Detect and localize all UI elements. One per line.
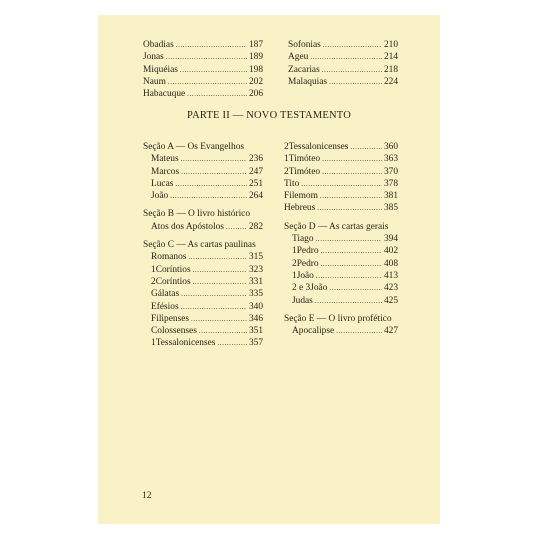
dot-leader — [322, 153, 382, 165]
toc-entry-page: 218 — [383, 64, 398, 75]
ot-right-column — [288, 39, 398, 88]
toc-entry-page: 251 — [248, 178, 263, 189]
toc-entry-page: 360 — [383, 142, 398, 152]
toc-entry-page: 198 — [248, 64, 263, 75]
toc-entry-page: 423 — [383, 283, 398, 294]
section-c-heading: Seção C — As cartas paulinas — [143, 240, 256, 251]
dot-leader — [316, 270, 382, 282]
toc-entry-title: 2Coríntios — [151, 276, 191, 287]
toc-entry-page: 346 — [248, 313, 263, 324]
toc-entry — [143, 325, 263, 337]
toc-entry-title: Zacarias — [288, 64, 320, 75]
toc-entry-title: 1Pedro — [292, 246, 319, 257]
toc-entry-page: 214 — [383, 52, 398, 63]
dot-leader — [321, 245, 382, 257]
toc-entry-page: 224 — [383, 76, 398, 87]
toc-entry-title: Mateus — [151, 154, 179, 165]
toc-entry-title: Habacuque — [143, 89, 186, 100]
toc-entry-title: Judas — [292, 295, 313, 306]
toc-entry-page: 370 — [383, 166, 398, 177]
dot-leader — [175, 178, 247, 190]
nt-right-column — [284, 141, 398, 337]
toc-entry-title: Colossenses — [151, 326, 197, 337]
toc-entry — [288, 39, 398, 51]
dot-leader — [191, 313, 247, 325]
dot-leader — [315, 295, 382, 307]
toc-entry — [143, 166, 263, 178]
dot-leader — [181, 153, 247, 165]
toc-entry-title: Jonas — [143, 52, 164, 63]
toc-entry-title: Filemom — [284, 191, 318, 202]
toc-entry — [284, 282, 398, 294]
dot-leader — [166, 51, 247, 63]
section-e-heading: Seção E — O livro profético — [284, 313, 392, 324]
toc-entry — [284, 270, 398, 282]
dot-leader — [193, 264, 247, 276]
section-a-list — [143, 153, 263, 202]
page-number: 12 — [142, 491, 152, 501]
ot-left-column — [143, 39, 263, 100]
toc-entry-page: 402 — [383, 246, 398, 257]
toc-entry-title: Naum — [143, 76, 166, 87]
toc-entry-page: 264 — [248, 191, 263, 202]
toc-entry-title: Ageu — [288, 52, 309, 63]
toc-entry-page: 335 — [248, 289, 263, 300]
toc-entry — [288, 64, 398, 76]
section-e-list — [284, 325, 398, 337]
toc-entry-page: 247 — [248, 166, 263, 177]
toc-entry-page: 385 — [383, 203, 398, 214]
toc-entry-title: Miquéias — [143, 64, 178, 75]
toc-entry-page: 427 — [383, 326, 398, 337]
toc-entry-title: Filipenses — [151, 313, 190, 324]
dot-leader — [321, 258, 382, 270]
toc-entry — [288, 51, 398, 63]
dot-leader — [301, 178, 382, 190]
dot-leader — [180, 64, 247, 76]
toc-entry — [143, 178, 263, 190]
toc-entry — [284, 258, 398, 270]
toc-entry-page: 236 — [248, 154, 263, 165]
section-d-list — [284, 233, 398, 307]
toc-entry-page: 340 — [248, 301, 263, 312]
toc-entry-page: 210 — [383, 40, 398, 50]
toc-entry-title: 1Tessalonicenses — [151, 338, 216, 349]
toc-entry-page: 363 — [383, 154, 398, 165]
toc-entry-page: 394 — [383, 234, 398, 245]
toc-entry — [284, 190, 398, 202]
dot-leader — [181, 166, 247, 178]
toc-entry — [284, 325, 398, 337]
section-c-continued-list — [284, 141, 398, 215]
toc-entry — [143, 276, 263, 288]
toc-entry-page: 357 — [248, 338, 263, 349]
dot-leader — [322, 64, 382, 76]
toc-entry-page: 189 — [248, 52, 263, 63]
toc-entry — [143, 313, 263, 325]
dot-leader — [323, 39, 382, 51]
toc-entry — [143, 251, 263, 263]
toc-entry-title: 1Coríntios — [151, 264, 191, 275]
toc-entry-title: Hebreus — [284, 203, 316, 214]
toc-entry — [284, 141, 398, 153]
dot-leader — [322, 166, 382, 178]
toc-entry — [143, 64, 263, 76]
toc-entry-title: Marcos — [151, 166, 180, 177]
dot-leader — [187, 88, 247, 100]
dot-leader — [199, 325, 247, 337]
toc-entry-page: 425 — [383, 295, 398, 306]
dot-leader — [217, 337, 247, 349]
toc-entry-title: Obadias — [143, 40, 174, 50]
dot-leader — [168, 76, 247, 88]
toc-entry — [143, 301, 263, 313]
toc-entry — [143, 51, 263, 63]
toc-entry-page: 202 — [248, 76, 263, 87]
section-b-heading: Seção B — O livro histórico — [143, 209, 251, 220]
dot-leader — [176, 39, 247, 51]
toc-entry-title: Romanos — [151, 252, 187, 263]
toc-entry-title: Tito — [284, 178, 300, 189]
dot-leader — [317, 202, 382, 214]
toc-entry — [284, 202, 398, 214]
toc-entry-page: 323 — [248, 264, 263, 275]
toc-entry — [284, 233, 398, 245]
toc-entry-title: 2 e 3João — [292, 283, 328, 294]
toc-entry-page: 282 — [248, 221, 263, 232]
toc-entry — [288, 76, 398, 88]
dot-leader — [316, 233, 382, 245]
dot-leader — [310, 51, 382, 63]
toc-entry — [284, 295, 398, 307]
toc-entry-title: Sofonias — [288, 40, 321, 50]
toc-entry-page: 331 — [248, 276, 263, 287]
dot-leader — [170, 190, 247, 202]
toc-entry-page: 381 — [383, 191, 398, 202]
dot-leader — [320, 190, 382, 202]
section-a-heading: Seção A — Os Evangelhos — [143, 142, 245, 152]
toc-entry-title: Malaquias — [288, 76, 328, 87]
section-d-heading: Seção D — As cartas gerais — [284, 221, 389, 232]
book-page — [98, 15, 440, 524]
toc-entry — [143, 221, 263, 233]
toc-entry — [143, 88, 263, 100]
toc-entry-title: 2Pedro — [292, 258, 319, 269]
dot-leader — [181, 288, 247, 300]
toc-entry-title: João — [151, 191, 169, 202]
toc-entry — [143, 190, 263, 202]
toc-entry-page: 378 — [383, 178, 398, 189]
part-title: PARTE II — NOVO TESTAMENTO — [187, 110, 351, 121]
toc-entry — [284, 153, 398, 165]
dot-leader — [226, 221, 247, 233]
section-c-list — [143, 251, 263, 349]
nt-left-column — [143, 141, 263, 350]
dot-leader — [329, 76, 382, 88]
toc-entry — [143, 288, 263, 300]
toc-entry-page: 187 — [248, 40, 263, 50]
dot-leader — [329, 282, 382, 294]
toc-entry-title: 2Timóteo — [284, 166, 321, 177]
toc-entry-page: 315 — [248, 252, 263, 263]
toc-entry — [143, 264, 263, 276]
toc-entry — [143, 76, 263, 88]
toc-entry-page: 351 — [248, 326, 263, 337]
toc-entry-title: Tiago — [292, 234, 314, 245]
dot-leader — [181, 301, 247, 313]
toc-entry-title: Efésios — [151, 301, 179, 312]
toc-entry — [143, 39, 263, 51]
dot-leader — [350, 141, 382, 153]
toc-entry-title: Apocalipse — [292, 326, 335, 337]
dot-leader — [188, 251, 247, 263]
toc-entry — [284, 245, 398, 257]
toc-entry — [143, 337, 263, 349]
toc-entry-title: 1João — [292, 270, 314, 281]
dot-leader — [193, 276, 247, 288]
toc-entry-page: 413 — [383, 270, 398, 281]
dot-leader — [336, 325, 382, 337]
toc-entry-title: 1Timóteo — [284, 154, 321, 165]
toc-entry — [143, 153, 263, 165]
toc-entry-title: 2Tessalonicenses — [284, 142, 349, 152]
section-b-list — [143, 221, 263, 233]
toc-entry-page: 206 — [248, 89, 263, 100]
toc-entry-title: Gálatas — [151, 289, 180, 300]
toc-entry — [284, 178, 398, 190]
toc-entry-page: 408 — [383, 258, 398, 269]
toc-entry — [284, 166, 398, 178]
toc-entry-title: Atos dos Apóstolos — [151, 221, 224, 232]
toc-entry-title: Lucas — [151, 178, 174, 189]
